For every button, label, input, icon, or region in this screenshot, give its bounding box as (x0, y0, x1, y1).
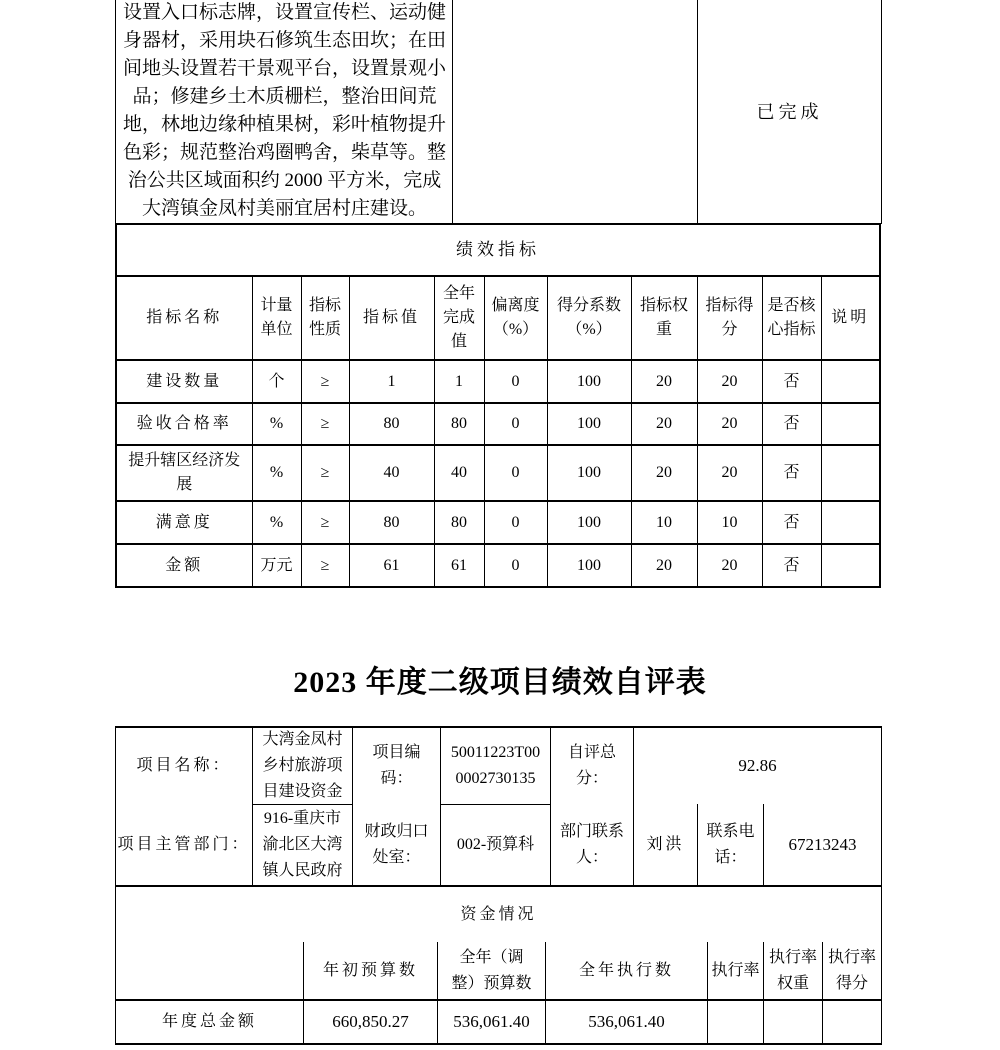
perf-cell (821, 501, 880, 544)
perf-cell: 否 (762, 544, 821, 587)
perf-cell: 100 (547, 360, 631, 403)
perf-cell: 20 (631, 360, 697, 403)
funding-col-header-rate-score: 执行率得分 (827, 948, 876, 992)
funding-executed-value: 536,061.40 (588, 1011, 665, 1031)
project-description-cell (117, 0, 452, 222)
perf-cell: 万元 (252, 544, 301, 587)
perf-cell: 金额 (116, 544, 252, 587)
perf-col-header-score-coefficient: 得分系数（%） (547, 276, 631, 360)
perf-cell: 20 (631, 544, 697, 587)
perf-cell: 提升辖区经济发展 (116, 445, 252, 501)
perf-col-header-unit: 计量单位 (252, 276, 301, 360)
funding-col-header-executed: 全年执行数 (578, 961, 674, 979)
perf-cell: 80 (434, 501, 484, 544)
perf-cell: 0 (484, 544, 547, 587)
perf-cell: ≥ (301, 501, 349, 544)
funding-col-header-adjusted-budget: 全年（调整）预算数 (451, 948, 532, 992)
funding-rate-weight-value (764, 1000, 822, 1043)
perf-cell: 20 (697, 445, 762, 501)
perf-cell: 100 (547, 403, 631, 445)
perf-cell: 验收合格率 (116, 403, 252, 445)
perf-cell: ≥ (301, 403, 349, 445)
perf-col-header-score: 指标得分 (697, 276, 762, 360)
perf-cell: 61 (349, 544, 434, 587)
perf-cell: 40 (349, 445, 434, 501)
project-code-label: 项目编码： (372, 743, 421, 787)
perf-header-row (116, 276, 880, 360)
perf-cell: 100 (547, 544, 631, 587)
perf-cell: 0 (484, 360, 547, 403)
grid-line (881, 0, 882, 224)
table-row (116, 403, 880, 445)
perf-cell: 20 (631, 403, 697, 445)
self-score-label: 自评总分： (567, 743, 616, 787)
perf-col-header-indicator-name: 指标名称 (116, 276, 252, 360)
perf-cell: 100 (547, 445, 631, 501)
funding-row-label: 年度总金额 (161, 1012, 257, 1030)
perf-col-header-note: 说明 (821, 276, 880, 360)
dept-value: 916-重庆市渝北区大湾镇人民政府 (262, 810, 343, 879)
perf-cell: ≥ (301, 445, 349, 501)
perf-cell: 20 (697, 544, 762, 587)
perf-cell: 61 (434, 544, 484, 587)
perf-col-header-deviation: 偏离度（%） (484, 276, 547, 360)
self-score-value: 92.86 (738, 755, 777, 775)
perf-cell: ≥ (301, 360, 349, 403)
perf-cell (821, 403, 880, 445)
funding-adjusted-budget-value: 536,061.40 (453, 1011, 530, 1031)
perf-cell: 0 (484, 501, 547, 544)
perf-cell: 满意度 (116, 501, 252, 544)
perf-col-header-annual-completion: 全年完成值 (434, 276, 484, 360)
funding-col-header-initial-budget: 年初预算数 (322, 961, 418, 979)
perf-cell: 20 (631, 445, 697, 501)
perf-cell: 20 (697, 360, 762, 403)
perf-cell: % (252, 445, 301, 501)
perf-cell: 0 (484, 445, 547, 501)
grid-line (881, 887, 882, 1045)
table-row (116, 360, 880, 403)
project-description-text: 设置入口标志牌，设置宣传栏、运动健身器材，采用块石修筑生态田坎；在田间地头设置若干景观平台，设置景观小品；修建乡土木质栅栏，整治田间荒地，林地边缘种植果树，彩叶植物提升色彩；规范整治鸡圈鸭舍，柴草等。整治公共区域面积约 2000 平方米，完成大湾镇金凤村美丽宜居村庄建设。 (122, 2, 446, 219)
grid-line (115, 1043, 882, 1045)
table-row (116, 544, 880, 587)
perf-cell: 40 (434, 445, 484, 501)
funding-col-header-execution-rate: 执行率 (711, 961, 760, 979)
grid-line (115, 0, 116, 224)
contact-label: 部门联系人： (559, 823, 624, 866)
grid-line (881, 726, 882, 887)
dept-label: 项目主管部门： (117, 836, 251, 853)
funding-execution-rate-value (708, 1000, 763, 1043)
perf-cell: ≥ (301, 544, 349, 587)
perf-cell: 100 (547, 501, 631, 544)
status-cell (698, 0, 881, 222)
project-name-label: 项目名称： (136, 756, 232, 774)
performance-table (115, 223, 881, 588)
perf-cell (821, 360, 880, 403)
funding-col-header-rate-weight: 执行率权重 (768, 948, 817, 992)
table-row (116, 501, 880, 544)
grid-line (452, 0, 453, 224)
funding-rate-score-value (823, 1000, 881, 1043)
perf-col-header-target-value: 指标值 (349, 276, 434, 360)
perf-section-title: 绩效指标 (116, 224, 880, 276)
perf-cell: 10 (697, 501, 762, 544)
phone-label: 联系电话： (706, 823, 755, 866)
perf-cell: 1 (434, 360, 484, 403)
perf-col-header-weight: 指标权重 (631, 276, 697, 360)
perf-col-header-core-indicator: 是否核心指标 (762, 276, 821, 360)
perf-cell: 否 (762, 501, 821, 544)
perf-section-row (116, 224, 880, 276)
perf-cell: % (252, 403, 301, 445)
perf-cell: 80 (349, 403, 434, 445)
perf-col-header-nature: 指标性质 (301, 276, 349, 360)
funding-initial-budget-value: 660,850.27 (332, 1011, 409, 1031)
perf-cell: 否 (762, 360, 821, 403)
perf-cell: 否 (762, 445, 821, 501)
perf-cell: 个 (252, 360, 301, 403)
funding-section-title: 资金情况 (460, 905, 537, 923)
table-row (116, 445, 880, 501)
project-name-value: 大湾金凤村乡村旅游项目建设资金 (262, 730, 343, 800)
contact-value: 刘洪 (646, 836, 685, 853)
perf-cell: 0 (484, 403, 547, 445)
finance-office-value: 002-预算科 (456, 836, 535, 853)
perf-cell: 否 (762, 403, 821, 445)
perf-cell (821, 544, 880, 587)
perf-cell: 80 (349, 501, 434, 544)
page-title: 2023 年度二级项目绩效自评表 (293, 666, 707, 699)
perf-cell: 建设数量 (116, 360, 252, 403)
finance-office-label: 财政归口处室： (364, 823, 429, 866)
status-text: 已完成 (756, 102, 823, 122)
perf-cell: 1 (349, 360, 434, 403)
perf-cell: 10 (631, 501, 697, 544)
perf-cell: 20 (697, 403, 762, 445)
perf-cell: 80 (434, 403, 484, 445)
perf-cell (821, 445, 880, 501)
project-code-value: 50011223T000002730135 (450, 743, 541, 787)
perf-cell: % (252, 501, 301, 544)
phone-value: 67213243 (788, 835, 857, 854)
